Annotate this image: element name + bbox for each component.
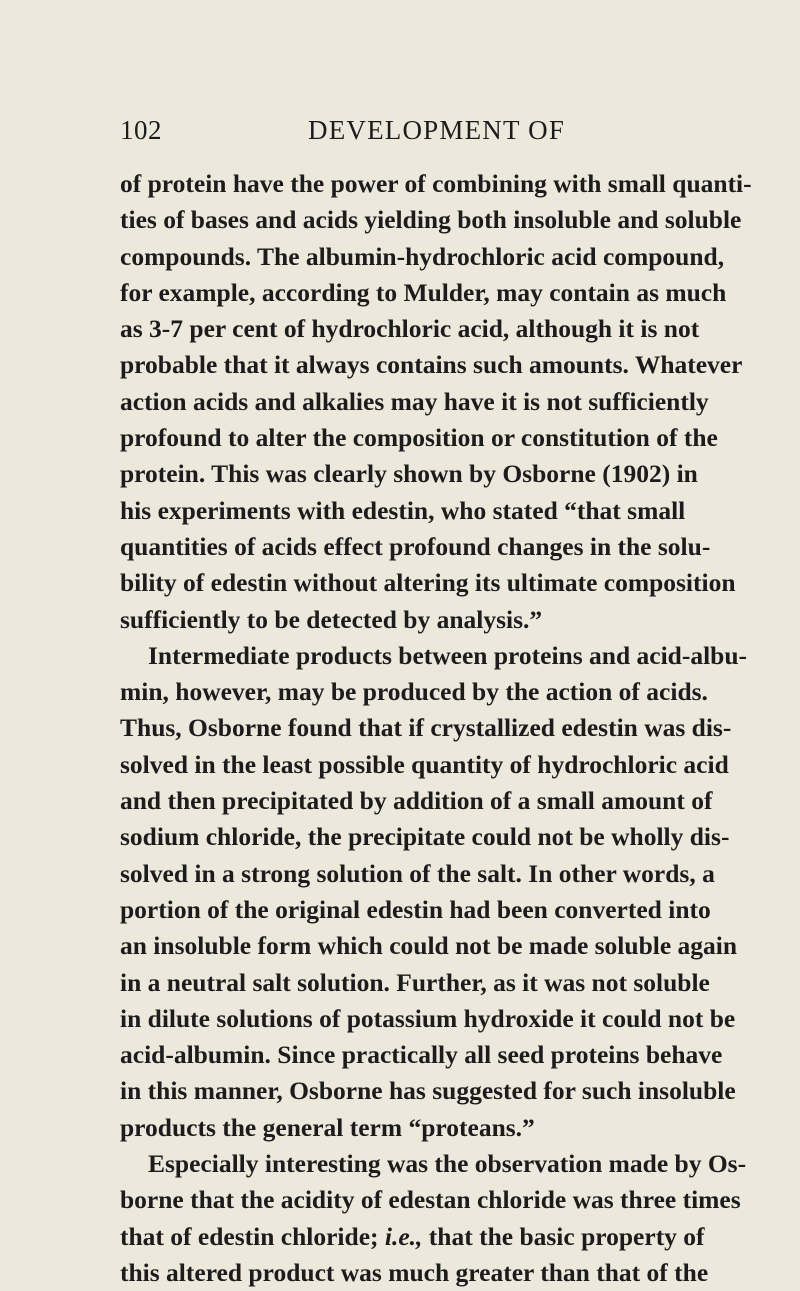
text-line: Especially interesting was the observation made by Os-	[148, 1149, 747, 1179]
text-line	[120, 1219, 705, 1255]
text-line: products the general term “proteans.”	[120, 1112, 535, 1142]
text-line: probable that it always contains such amounts. Whatever	[120, 350, 743, 380]
text-line: in a neutral salt solution. Further, as it was not soluble	[120, 967, 710, 997]
text-segment: that the basic property of	[422, 1221, 705, 1251]
text-line: for example, according to Mulder, may contain as much	[120, 277, 727, 307]
text-line: of protein have the power of combining with small quanti-	[120, 169, 752, 198]
text-line: portion of the original edestin had been converted into	[120, 894, 711, 924]
page-number: 102	[120, 115, 162, 145]
text-line: Thus, Osborne found that if crystallized edestin was dis-	[120, 713, 732, 743]
text-line: solved in the least possible quantity of hydrochloric acid	[120, 749, 729, 779]
text-line: solved in a strong solution of the salt. In other words, a	[120, 858, 715, 888]
text-line: quantities of acids effect profound changes in the solu-	[120, 531, 711, 561]
text-line: borne that the acidity of edestan chloride was three times	[120, 1185, 741, 1215]
body-text	[120, 166, 752, 1291]
text-line: action acids and alkalies may have it is not sufficiently	[120, 386, 709, 416]
text-line: compounds. The albumin-hydrochloric acid compound,	[120, 241, 725, 271]
text-line: sodium chloride, the precipitate could not be wholly dis-	[120, 822, 730, 852]
page-header	[120, 112, 680, 152]
text-line: and then precipitated by addition of a small amount of	[120, 786, 713, 816]
text-line: an insoluble form which could not be made soluble again	[120, 931, 738, 961]
text-line: as 3-7 per cent of hydrochloric acid, although it is not	[120, 314, 700, 344]
text-line: Intermediate products between proteins and acid-albu-	[148, 640, 748, 670]
text-line: protein. This was clearly shown by Osborne (1902) in	[120, 459, 698, 489]
text-line: in this manner, Osborne has suggested for such insoluble	[120, 1076, 736, 1106]
text-line: min, however, may be produced by the action of acids.	[120, 677, 708, 707]
text-line: ties of bases and acids yielding both insoluble and soluble	[120, 205, 742, 235]
running-head: DEVELOPMENT OF	[308, 115, 566, 145]
text-line: sufficiently to be detected by analysis.”	[120, 604, 543, 634]
italic-abbreviation: i.e.,	[384, 1221, 423, 1251]
text-line: in dilute solutions of potassium hydroxide it could not be	[120, 1003, 736, 1033]
text-line: acid-albumin. Since practically all seed proteins behave	[120, 1040, 723, 1070]
text-line: bility of edestin without altering its ultimate composition	[120, 568, 736, 598]
text-line: this altered product was much greater than that of the	[120, 1257, 709, 1287]
text-line: profound to alter the composition or constitution of the	[120, 423, 718, 453]
text-line: his experiments with edestin, who stated “that small	[120, 495, 686, 525]
text-segment: that of edestin chloride;	[120, 1221, 385, 1251]
